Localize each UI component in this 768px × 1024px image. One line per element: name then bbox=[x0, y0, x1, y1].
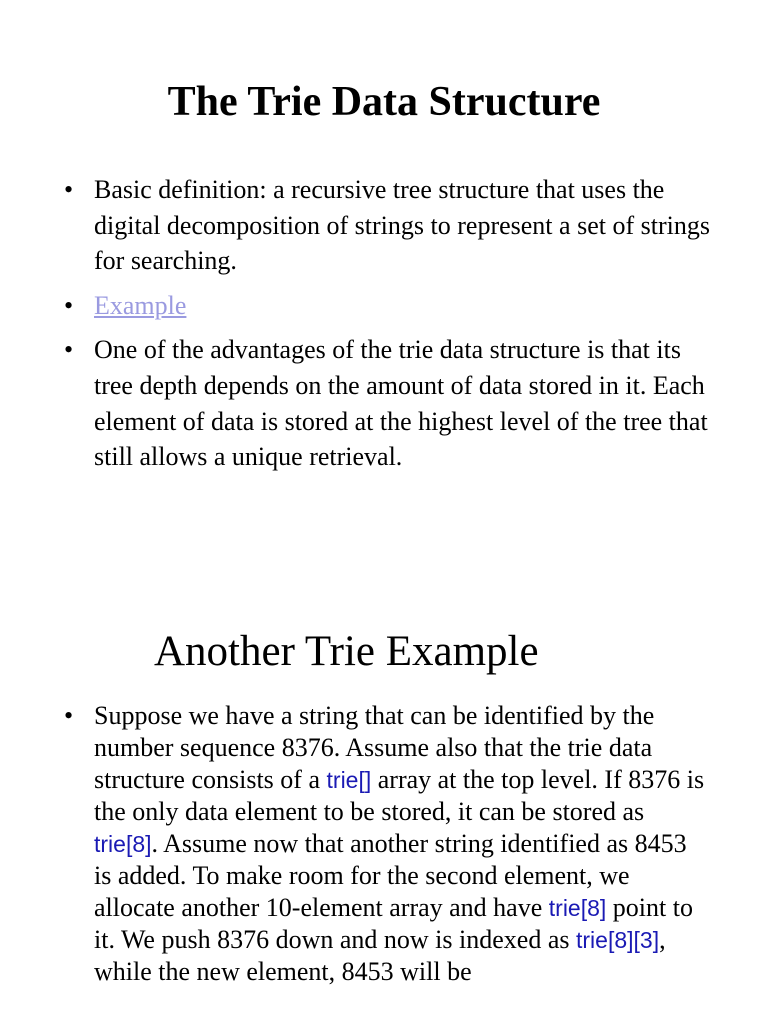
slide-title: The Trie Data Structure bbox=[167, 79, 601, 125]
bullet-icon: • bbox=[64, 175, 74, 204]
bullet-icon: • bbox=[64, 701, 74, 730]
bullet-item-definition bbox=[0, 172, 768, 279]
example-link[interactable]: Example bbox=[94, 290, 187, 320]
bullet-text-part: array at the top level. If 8376 is the only data element to be stored, it can be stored as bbox=[94, 765, 705, 826]
bullet-text-part: Suppose we have a string that can be identified by the number sequence 8376. Assume also that the trie data structure consists of a bbox=[94, 701, 655, 794]
bullet-text-part: point to it. We push 8376 down and now is indexed as bbox=[94, 893, 693, 954]
bullet-icon: • bbox=[64, 335, 74, 365]
bullet-text-part: , while the new element, 8453 will be bbox=[94, 925, 666, 986]
code-trie-8: trie[8] bbox=[94, 831, 152, 857]
bullet-item-advantages bbox=[0, 332, 768, 474]
bullet-icon: • bbox=[64, 290, 74, 320]
bullet-text: Basic definition: a recursive tree structure that uses the digital decomposition of strings to represent a set of strings for searching. bbox=[94, 175, 710, 276]
code-trie-8-3: trie[8][3] bbox=[576, 927, 660, 953]
bullet-text: One of the advantages of the trie data structure is that its tree depth depends on the amount of data stored in it. Each element of data is stored at the highest level of the tree that still allows a unique retrieval. bbox=[94, 335, 708, 472]
bullet-list bbox=[0, 172, 768, 484]
slide-title: Another Trie Example bbox=[154, 628, 539, 675]
bullet-list bbox=[0, 700, 768, 988]
bullet-item-example bbox=[0, 288, 768, 324]
bullet-item-example-description bbox=[0, 700, 768, 988]
code-trie-8: trie[8] bbox=[548, 895, 607, 921]
bullet-text-part: . Assume now that another string identified as 8453 is added. To make room for the second element, we allocate another 10-element array and have bbox=[94, 829, 687, 922]
code-trie-array: trie[] bbox=[326, 767, 372, 793]
